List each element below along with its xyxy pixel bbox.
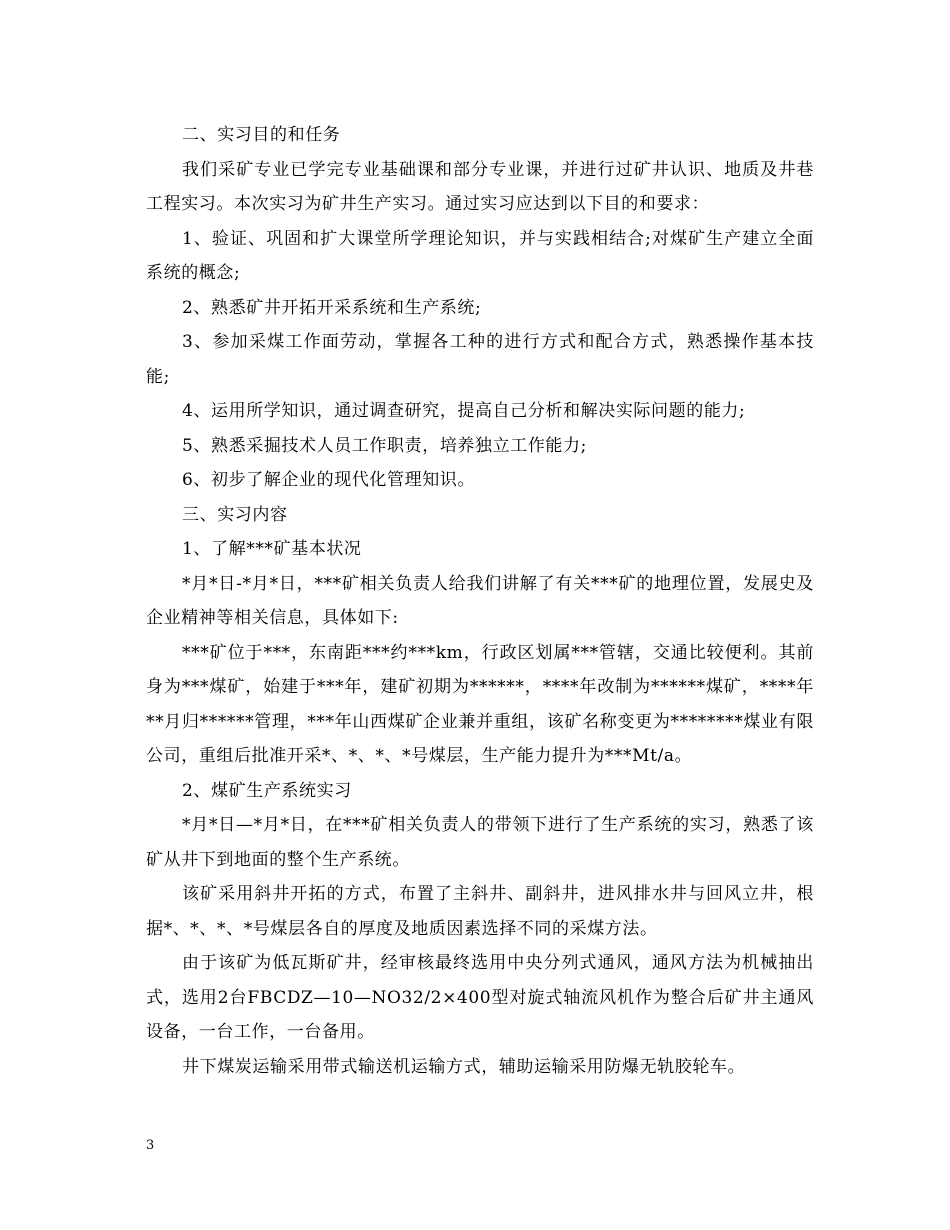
paragraph-development-method: 该矿采用斜井开拓的方式，布置了主斜井、副斜井，进风排水井与回风立井，根据*、*、*、*号煤层各自的厚度及地质因素选择不同的采煤方法。 [146,884,814,939]
section-heading-purpose: 二、实习目的和任务 [182,125,341,145]
list-item-3: 3、参加采煤工作面劳动，掌握各工种的进行方式和配合方式，熟悉操作基本技能; [146,332,814,387]
page-number: 3 [146,1138,155,1153]
list-item-5: 5、熟悉采掘技术人员工作职责，培养独立工作能力; [182,435,587,456]
list-item-6: 6、初步了解企业的现代化管理知识。 [182,470,476,490]
list-item-2: 2、熟悉矿井开拓开采系统和生产系统; [182,297,482,318]
subheading-mine-overview: 1、了解***矿基本状况 [182,539,362,559]
paragraph-transport: 井下煤炭运输采用带式输送机运输方式，辅助运输采用防爆无轨胶轮车。 [182,1056,746,1077]
list-item-4: 4、运用所学知识，通过调查研究，提高自己分析和解决实际问题的能力; [182,401,746,421]
paragraph-intro: 我们采矿专业已学完专业基础课和部分专业课，并进行过矿井认识、地质及井巷工程实习。本次实习为矿井生产实习。通过实习应达到以下目的和要求： [146,159,814,214]
subheading-production-system: 2、煤矿生产系统实习 [182,780,352,801]
paragraph-production-tour: *月*日—*月*日，在***矿相关负责人的带领下进行了生产系统的实习，熟悉了该矿从井下到地面的整个生产系统。 [146,815,814,870]
section-heading-content: 三、实习内容 [182,504,288,525]
list-item-1: 1、验证、巩固和扩大课堂所学理论知识，并与实践相结合;对煤矿生产建立全面系统的概念; [146,228,814,283]
document-body [146,118,814,1084]
paragraph-mine-briefing: *月*日-*月*日，***矿相关负责人给我们讲解了有关***矿的地理位置，发展史及企业精神等相关信息，具体如下: [146,573,814,628]
paragraph-mine-history: ***矿位于***，东南距***约***km，行政区划属***管辖，交通比较便利。其前身为***煤矿，始建于***年，建矿初期为******，****年改制为******煤矿，****年**月归******管理，***年山西煤矿企业兼并重组，该矿名称变更为********煤业有限公司，重组后批准开采*、*、*、*号煤层，生产能力提升为***Mt/a。 [146,642,814,766]
paragraph-ventilation: 由于该矿为低瓦斯矿井，经审核最终选用中央分列式通风，通风方法为机械抽出式，选用2台FBCDZ—10—NO32/2×400型对旋式轴流风机作为整合后矿井主通风设备，一台工作，一台备用。 [146,953,814,1042]
